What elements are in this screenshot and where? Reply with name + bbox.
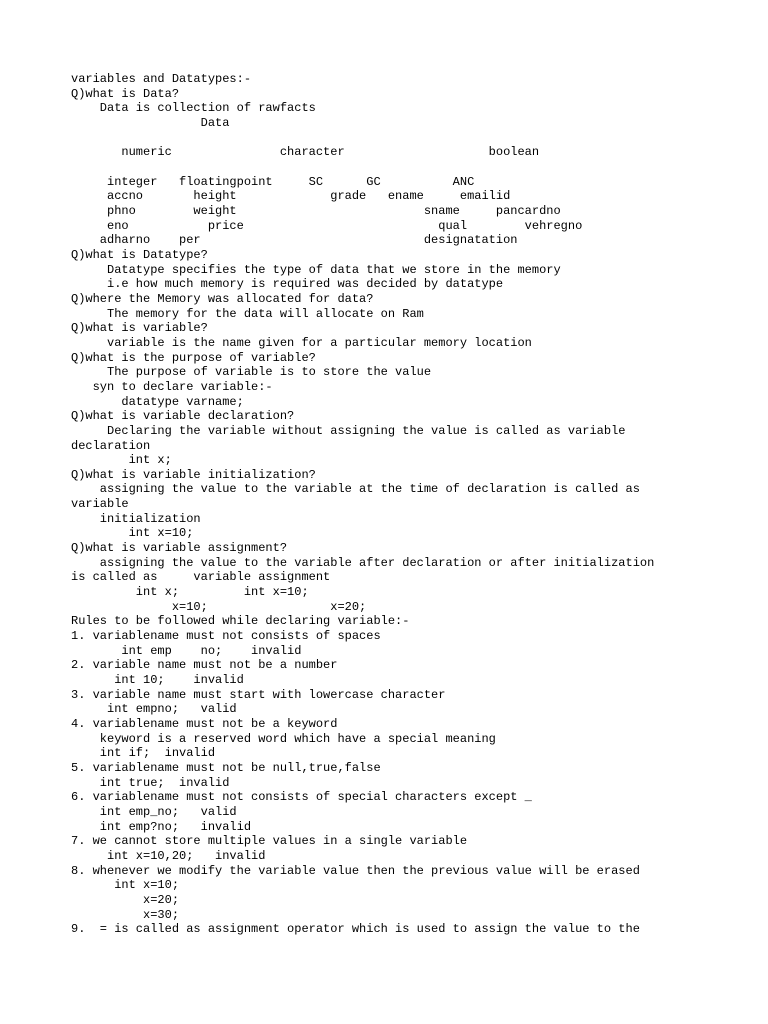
text-line: keyword is a reserved word which have a special meaning [71, 731, 496, 746]
text-line: assigning the value to the variable at the time of declaration is called as [71, 482, 640, 497]
text-line: The purpose of variable is to store the value [71, 365, 432, 380]
text-line: 3. variable name must start with lowercase character [71, 687, 446, 702]
text-line: assigning the value to the variable after declaration or after initialization [71, 555, 655, 570]
text-line: Q)what is variable assignment? [71, 541, 288, 556]
text-line: integer floatingpoint SC GC ANC [71, 174, 475, 189]
text-line: declaration [71, 438, 151, 453]
text-line: int x=10; [71, 878, 180, 893]
text-line: x=10; x=20; [71, 599, 367, 614]
text-line: Q)what is Datatype? [71, 247, 208, 262]
text-line: int empno; valid [71, 702, 237, 717]
text-line: Q)what is variable? [71, 321, 208, 336]
text-line: Q)where the Memory was allocated for data? [71, 291, 374, 306]
text-line: variables and Datatypes:- [71, 72, 252, 86]
text-line: int 10; invalid [71, 673, 244, 688]
text-line: 5. variablename must not be null,true,false [71, 761, 381, 776]
text-line: Data [71, 115, 230, 130]
text-line: phno weight sname pancardno [71, 203, 561, 218]
text-line: x=20; [71, 892, 180, 907]
text-line: Rules to be followed while declaring variable:- [71, 614, 410, 629]
text-line: adharno per designatation [71, 233, 518, 248]
text-line: 9. = is called as assignment operator which is used to assign the value to the [71, 922, 640, 937]
text-line: The memory for the data will allocate on Ram [71, 306, 424, 321]
text-line: int if; invalid [71, 746, 216, 761]
text-line: int emp no; invalid [71, 643, 302, 658]
text-line: int x; [71, 453, 172, 468]
text-line: datatype varname; [71, 394, 244, 409]
text-line: int x; int x=10; [71, 585, 309, 600]
text-line: Q)what is variable initialization? [71, 467, 316, 482]
text-line: eno price qual vehregno [71, 218, 583, 233]
text-line: initialization [71, 511, 201, 526]
text-line: variable is the name given for a particular memory location [71, 335, 532, 350]
text-line: syn to declare variable:- [71, 379, 273, 394]
text-line: Q)what is Data? [71, 86, 180, 101]
text-line: 4. variablename must not be a keyword [71, 717, 338, 732]
text-line: 1. variablename must not consists of spaces [71, 629, 381, 644]
text-line: int true; invalid [71, 775, 230, 790]
text-line: x=30; [71, 907, 180, 922]
text-line: 6. variablename must not consists of special characters except _ [71, 790, 532, 805]
text-line: numeric character boolean [71, 145, 540, 160]
text-line: int x=10; [71, 526, 194, 541]
text-line: Data is collection of rawfacts [71, 101, 316, 116]
text-line: Declaring the variable without assigning the value is called as variable [71, 423, 626, 438]
text-line: Q)what is the purpose of variable? [71, 350, 316, 365]
text-line: int x=10,20; invalid [71, 848, 266, 863]
text-line: Q)what is variable declaration? [71, 409, 295, 424]
text-line: 8. whenever we modify the variable value then the previous value will be erased [71, 863, 640, 878]
text-line: i.e how much memory is required was decided by datatype [71, 277, 504, 292]
text-line: 7. we cannot store multiple values in a single variable [71, 834, 468, 849]
text-line: Datatype specifies the type of data that we store in the memory [71, 262, 561, 277]
text-line: accno height grade ename emailid [71, 189, 511, 204]
text-line: variable [71, 497, 129, 512]
text-line: is called as variable assignment [71, 570, 331, 585]
text-line: int emp?no; invalid [71, 819, 252, 834]
text-line: 2. variable name must not be a number [71, 658, 338, 673]
text-line: int emp_no; valid [71, 805, 237, 819]
